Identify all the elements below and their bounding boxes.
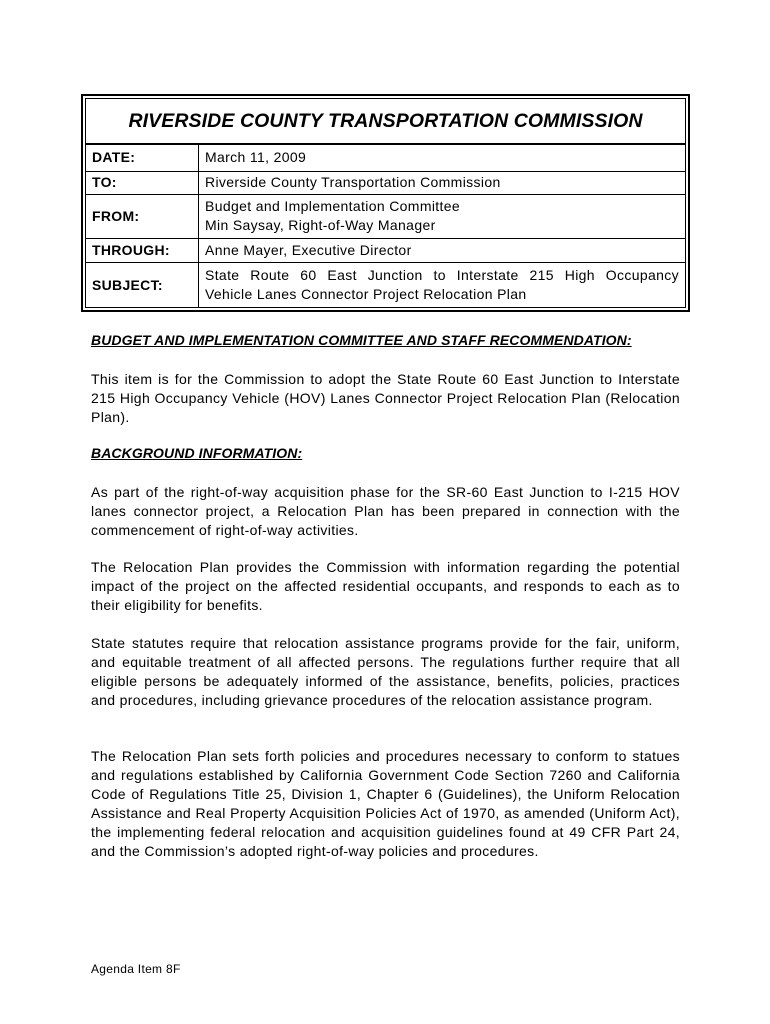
background-paragraph-2: The Relocation Plan provides the Commission with information regarding the potential impact of the project on the affected residential occupants, and responds to each as to their eligibility for benefits. (91, 559, 680, 613)
memo-header-inner (85, 98, 686, 308)
memo-header-box (81, 94, 690, 312)
through-row (86, 238, 685, 262)
background-paragraph-4: The Relocation Plan sets forth policies and procedures necessary to conform to statues and regulations established by California Government Code Section 7260 and California Code of Regulations Title 25, Division 1, Chapter 6 (Guidelines), the Uniform Relocation Assistance and Real Property Acquisition Policies Act of 1970, as amended (Uniform Act), the implementing federal relocation and acquisition guidelines found at 49 CFR Part 24, and the Commission’s adopted right-of-way policies and procedures. (91, 748, 680, 859)
background-heading: BACKGROUND INFORMATION: (91, 445, 303, 461)
from-line-1: Budget and Implementation Committee (205, 198, 461, 214)
date-label: DATE: (86, 145, 199, 171)
document-title: RIVERSIDE COUNTY TRANSPORTATION COMMISSION (128, 109, 643, 132)
recommendation-heading: BUDGET AND IMPLEMENTATION COMMITTEE AND STAFF RECOMMENDATION: (91, 332, 632, 348)
recommendation-section (91, 370, 680, 427)
subject-row (86, 262, 685, 308)
from-value (199, 194, 686, 238)
through-label: THROUGH: (86, 238, 199, 262)
subject-line-2: Vehicle Lanes Connector Project Relocation Plan (205, 286, 527, 303)
subject-value (199, 262, 686, 308)
background-paragraph-4-wrap (91, 747, 680, 861)
memo-fields-table (86, 145, 685, 308)
background-paragraph-3: State statutes require that relocation assistance programs provide for the fair, uniform, and equitable treatment of all affected persons. The regulations further require that all eligible persons be adequately informed of the assistance, benefits, policies, practices and procedures, including grievance procedures of the relocation assistance program. (91, 635, 680, 708)
to-value: Riverside County Transportation Commission (199, 171, 686, 194)
subject-line-1: State Route 60 East Junction to Interstate 215 High Occupancy (205, 267, 679, 284)
background-paragraph-1-wrap (91, 483, 680, 540)
to-row (86, 171, 685, 194)
from-row (86, 194, 685, 238)
through-value: Anne Mayer, Executive Director (199, 238, 686, 262)
recommendation-paragraph: This item is for the Commission to adopt the State Route 60 East Junction to Interstate 215 High Occupancy Vehicle (HOV) Lanes Connector Project Relocation Plan (Relocation Plan). (91, 371, 680, 425)
title-row (86, 99, 685, 145)
to-label: TO: (86, 171, 199, 194)
from-line-2: Min Saysay, Right-of-Way Manager (205, 217, 436, 233)
background-paragraph-3-wrap (91, 634, 680, 710)
date-value: March 11, 2009 (205, 149, 307, 166)
subject-label: SUBJECT: (86, 262, 199, 308)
date-row (86, 145, 685, 171)
agenda-item-footer: Agenda Item 8F (91, 962, 181, 976)
background-paragraph-1: As part of the right-of-way acquisition phase for the SR-60 East Junction to I-215 HOV lanes connector project, a Relocation Plan has been prepared in connection with the commencement of right-of-way activities. (91, 484, 680, 538)
from-label: FROM: (86, 194, 199, 238)
background-paragraph-2-wrap (91, 558, 680, 615)
